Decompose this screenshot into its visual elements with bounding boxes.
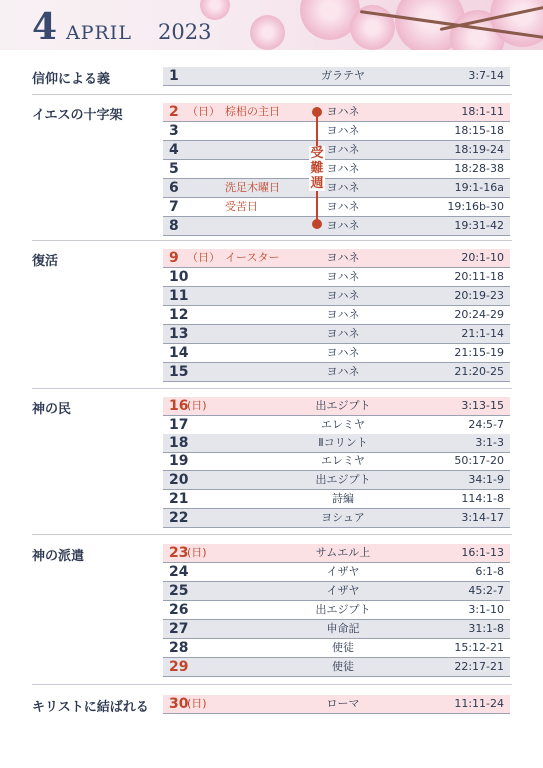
book-name: エレミヤ [321, 418, 365, 431]
weekday-label: (日) [187, 697, 207, 710]
book-name: ヨハネ [326, 251, 360, 264]
reading-row [163, 601, 510, 620]
section-title: イエスの十字架 [32, 108, 123, 123]
verse-reference: 21:1-14 [461, 327, 504, 340]
year: 2023 [158, 20, 212, 44]
reading-row [163, 103, 510, 122]
verse-reference: 18:19-24 [454, 143, 504, 156]
reading-row [163, 397, 510, 416]
day-number: 16 [169, 398, 189, 414]
verse-reference: 20:1-10 [461, 251, 504, 264]
book-name: 使徒 [332, 660, 354, 673]
section-title: 神の派遣 [32, 549, 85, 564]
weekday-label: （日） [187, 105, 220, 118]
day-number: 6 [169, 180, 179, 196]
reading-row [163, 582, 510, 601]
reading-row [163, 217, 510, 236]
reading-row [163, 325, 510, 344]
book-name: 出エジプト [315, 473, 371, 486]
verse-reference: 34:1-9 [468, 473, 504, 486]
section-title: 信仰による義 [32, 72, 111, 87]
section-divider [32, 240, 512, 241]
book-name: ヨシュア [321, 511, 365, 524]
verse-reference: 6:1-8 [475, 565, 504, 578]
verse-reference: 22:17-21 [454, 660, 504, 673]
weekday-label: （日） [187, 251, 220, 264]
book-name: ヨハネ [326, 327, 360, 340]
verse-reference: 11:11-24 [454, 697, 504, 710]
book-name: サムエル上 [315, 546, 371, 559]
month-name: APRIL [66, 22, 132, 44]
verse-reference: 3:14-17 [461, 511, 504, 524]
book-name: ヨハネ [326, 124, 360, 137]
day-number: 7 [169, 199, 179, 215]
verse-reference: 18:28-38 [454, 162, 504, 175]
passion-week-end-dot [312, 219, 322, 229]
day-number: 23 [169, 545, 189, 561]
reading-row [163, 344, 510, 363]
reading-row [163, 563, 510, 582]
day-number: 9 [169, 250, 179, 266]
day-number: 17 [169, 417, 189, 433]
reading-row [163, 452, 510, 471]
day-number: 4 [169, 142, 179, 158]
event-label: 棕梠の主日 [225, 105, 280, 118]
reading-row [163, 471, 510, 490]
day-number: 18 [169, 435, 189, 451]
reading-row [163, 141, 510, 160]
weekday-label: (日) [187, 546, 207, 559]
verse-reference: 3:1-3 [475, 436, 504, 449]
day-number: 30 [169, 696, 189, 712]
day-number: 5 [169, 161, 179, 177]
reading-row [163, 67, 510, 86]
book-name: ヨハネ [326, 365, 360, 378]
day-number: 24 [169, 564, 189, 580]
verse-reference: 3:13-15 [461, 399, 504, 412]
section-divider [32, 94, 512, 95]
verse-reference: 50:17-20 [454, 454, 504, 467]
book-name: Ⅱコリント [318, 436, 368, 449]
reading-row [163, 490, 510, 509]
book-name: ヨハネ [326, 289, 360, 302]
book-name: ヨハネ [326, 162, 360, 175]
verse-reference: 20:24-29 [454, 308, 504, 321]
reading-row [163, 198, 510, 217]
book-name: ヨハネ [326, 270, 360, 283]
verse-reference: 3:7-14 [468, 69, 504, 82]
weekday-label: (日) [187, 399, 207, 412]
verse-reference: 114:1-8 [461, 492, 504, 505]
section-divider [32, 684, 512, 685]
reading-row [163, 544, 510, 563]
header-banner [0, 0, 543, 50]
reading-row [163, 287, 510, 306]
book-name: イザヤ [326, 565, 360, 578]
day-number: 13 [169, 326, 189, 342]
reading-row [163, 122, 510, 141]
book-name: エレミヤ [321, 454, 365, 467]
verse-reference: 24:5-7 [468, 418, 504, 431]
book-name: ヨハネ [326, 346, 360, 359]
passion-week-label: 受難週 [310, 146, 324, 191]
day-number: 10 [169, 269, 189, 285]
verse-reference: 19:1-16a [454, 181, 504, 194]
verse-reference: 21:15-19 [454, 346, 504, 359]
passion-week-start-dot [312, 107, 322, 117]
book-name: 出エジプト [315, 603, 371, 616]
section-divider [32, 534, 512, 535]
reading-row [163, 658, 510, 677]
reading-row [163, 306, 510, 325]
verse-reference: 20:19-23 [454, 289, 504, 302]
book-name: ローマ [326, 697, 360, 710]
verse-reference: 16:1-13 [461, 546, 504, 559]
reading-row [163, 695, 510, 714]
reading-row [163, 363, 510, 382]
blossom-decoration [250, 15, 285, 50]
verse-reference: 31:1-8 [468, 622, 504, 635]
verse-reference: 20:11-18 [454, 270, 504, 283]
reading-row [163, 160, 510, 179]
day-number: 11 [169, 288, 189, 304]
verse-reference: 19:31-42 [454, 219, 504, 232]
day-number: 25 [169, 583, 189, 599]
verse-reference: 19:16b-30 [447, 200, 504, 213]
book-name: ヨハネ [326, 181, 360, 194]
day-number: 3 [169, 123, 179, 139]
blossom-decoration [200, 0, 230, 20]
book-name: ヨハネ [326, 200, 360, 213]
reading-row [163, 434, 510, 453]
day-number: 27 [169, 621, 189, 637]
event-label: イースター [225, 251, 280, 264]
day-number: 12 [169, 307, 189, 323]
book-name: ヨハネ [326, 143, 360, 156]
day-number: 26 [169, 602, 189, 618]
reading-row [163, 620, 510, 639]
verse-reference: 45:2-7 [468, 584, 504, 597]
book-name: 使徒 [332, 641, 354, 654]
book-name: ヨハネ [326, 219, 360, 232]
month-number: 4 [32, 6, 58, 48]
reading-row [163, 179, 510, 198]
reading-row [163, 249, 510, 268]
verse-reference: 15:12-21 [454, 641, 504, 654]
section-title: キリストに結ばれる [32, 700, 149, 715]
book-name: ヨハネ [326, 105, 360, 118]
book-name: ヨハネ [326, 308, 360, 321]
day-number: 29 [169, 659, 189, 675]
section-title: 復活 [32, 254, 59, 269]
day-number: 15 [169, 364, 189, 380]
day-number: 20 [169, 472, 189, 488]
verse-reference: 21:20-25 [454, 365, 504, 378]
event-label: 受苦日 [225, 200, 258, 213]
book-name: 出エジプト [315, 399, 371, 412]
day-number: 14 [169, 345, 189, 361]
verse-reference: 18:1-11 [461, 105, 504, 118]
reading-row [163, 639, 510, 658]
day-number: 21 [169, 491, 189, 507]
reading-row [163, 509, 510, 528]
book-name: 詩編 [332, 492, 354, 505]
day-number: 19 [169, 453, 189, 469]
verse-reference: 18:15-18 [454, 124, 504, 137]
day-number: 8 [169, 218, 179, 234]
book-name: イザヤ [326, 584, 360, 597]
book-name: ガラテヤ [321, 69, 365, 82]
book-name: 申命記 [326, 622, 360, 635]
day-number: 1 [169, 68, 179, 84]
reading-row [163, 268, 510, 287]
verse-reference: 3:1-10 [468, 603, 504, 616]
day-number: 22 [169, 510, 189, 526]
day-number: 28 [169, 640, 189, 656]
event-label: 洗足木曜日 [225, 181, 280, 194]
section-title: 神の民 [32, 402, 72, 417]
section-divider [32, 388, 512, 389]
day-number: 2 [169, 104, 179, 120]
reading-row [163, 416, 510, 435]
